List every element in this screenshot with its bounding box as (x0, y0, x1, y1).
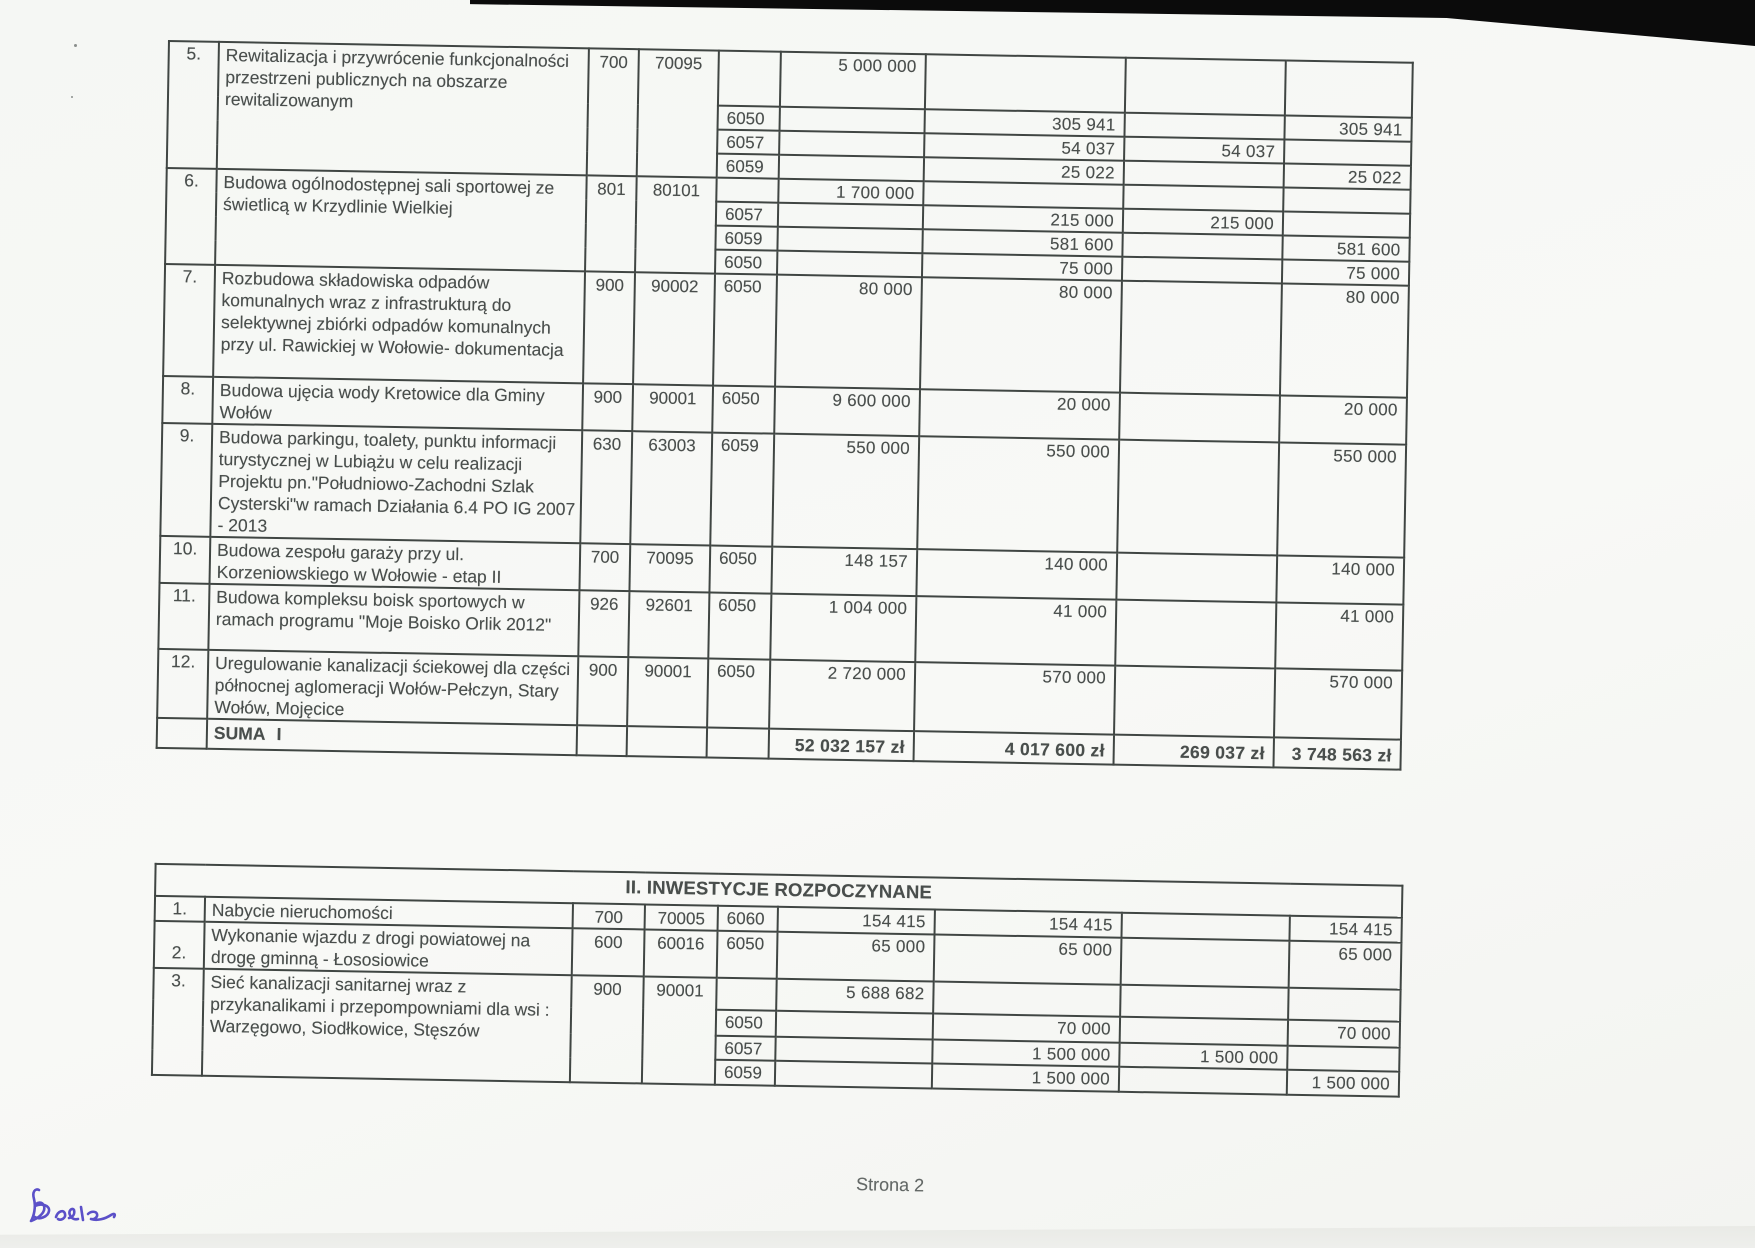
suma-label-cell: SUMA I (207, 719, 577, 755)
amount-eu-funds-cell (1115, 600, 1276, 669)
paragraf-code-cell: 6050 (717, 931, 778, 979)
amount-own-funds-cell (1283, 211, 1410, 237)
amount-own-funds-cell: 70 000 (1288, 1020, 1400, 1048)
amount-total-value-cell (775, 1037, 932, 1064)
paragraf-code-cell: 6059 (710, 433, 774, 547)
project-name-cell: Rewitalizacja i przywrócenie funkcjonalności przestrzeni publicznych na obszarze rewitalizowanym (217, 42, 589, 175)
dzial-code-cell: 700 (579, 543, 630, 591)
rozdzial-code-cell: 90001 (632, 384, 713, 432)
dzial-code-cell: 630 (580, 430, 632, 544)
dzial-code-cell: 900 (570, 975, 644, 1083)
footer-page-number: Strona 2 (855, 1174, 925, 1196)
suma-eu-funds-cell: 269 037 zł (1113, 735, 1273, 768)
paragraf-code-cell: 6050 (715, 250, 777, 275)
row-number-cell: 7. (163, 264, 215, 377)
amount-plan-cell: 75 000 (922, 253, 1122, 280)
suma-row-number-cell (157, 718, 208, 749)
rozdzial-code-cell: 63003 (630, 431, 712, 545)
row-number-cell: 9. (160, 423, 212, 537)
project-name-cell: Sieć kanalizacji sanitarnej wraz z przykanalikami i przepompowniami dla wsi : Warzęgowo, Siodłkowice, Stęszów (202, 969, 572, 1082)
paragraf-code-cell: 6050 (718, 106, 780, 131)
amount-total-value-cell: 2 720 000 (769, 660, 915, 732)
rozdzial-code-cell: 90002 (633, 272, 715, 385)
project-name-cell: Nabycie nieruchomości (205, 897, 573, 928)
suma-plan-cell: 4 017 600 zł (914, 731, 1114, 764)
project-name-cell: Budowa ujęcia wody Kretowice dla Gminy Wołów (212, 377, 583, 430)
amount-eu-funds-cell (1125, 58, 1286, 116)
row-number-cell: 12. (157, 649, 208, 719)
amount-total-value-cell: 65 000 (777, 932, 935, 982)
rozdzial-code-cell: 90001 (627, 657, 708, 727)
project-name-cell: Wykonanie wjazdu z drogi powiatowej na drogę gminną - Łososiowice (204, 922, 573, 975)
amount-total-value-cell (778, 203, 923, 230)
row-number-cell: 3. (152, 968, 204, 1076)
amount-own-funds-cell (1285, 61, 1413, 118)
amount-plan-cell: 581 600 (922, 229, 1122, 256)
paragraf-code-cell: 6050 (708, 593, 771, 660)
paragraf-code-cell: 6057 (717, 130, 779, 155)
row-number-cell: 1. (155, 896, 205, 922)
amount-eu-funds-cell (1120, 1017, 1288, 1046)
amount-total-value-cell: 1 700 000 (778, 179, 923, 206)
suma-empty-cell (707, 728, 770, 759)
amount-total-value-cell (775, 1061, 932, 1089)
amount-plan-cell: 140 000 (916, 549, 1117, 599)
amount-eu-funds-cell (1119, 1067, 1287, 1095)
paragraf-code-cell: 6050 (709, 546, 772, 594)
amount-eu-funds-cell (1121, 913, 1289, 941)
amount-own-funds-cell: 65 000 (1289, 941, 1402, 990)
amount-total-value-cell: 80 000 (775, 275, 922, 390)
amount-eu-funds-cell: 215 000 (1123, 209, 1283, 236)
paragraf-code-cell (718, 51, 781, 107)
amount-total-value-cell: 9 600 000 (774, 387, 920, 437)
paragraf-code-cell: 6050 (712, 386, 775, 434)
paragraf-code-cell: 6050 (716, 1010, 776, 1037)
amount-eu-funds-cell (1114, 666, 1275, 738)
suma-empty-cell (577, 725, 628, 756)
project-name-cell: Uregulowanie kanalizacji ściekowej dla części północnej aglomeracji Wołów-Pełczyn, Stary Wołów, Mojęcice (207, 650, 578, 725)
amount-eu-funds-cell (1117, 440, 1279, 556)
rozdzial-code-cell: 60016 (644, 929, 718, 977)
amount-total-value-cell: 1 004 000 (770, 594, 916, 663)
amount-own-funds-cell (1283, 187, 1410, 213)
amount-plan-cell: 41 000 (915, 596, 1116, 665)
amount-own-funds-cell: 20 000 (1279, 395, 1407, 444)
amount-own-funds-cell: 550 000 (1277, 442, 1406, 557)
amount-own-funds-cell: 41 000 (1275, 602, 1403, 670)
amount-plan-cell: 80 000 (920, 277, 1122, 392)
amount-plan-cell: 1 500 000 (932, 1063, 1119, 1091)
suma-own-funds-cell: 3 748 563 zł (1273, 737, 1401, 769)
rozdzial-code-cell: 90001 (642, 976, 717, 1084)
amount-total-value-cell: 5 000 000 (780, 52, 926, 110)
amount-eu-funds-cell (1120, 985, 1289, 1020)
dzial-code-cell: 700 (573, 903, 645, 929)
paragraf-code-cell: 6059 (715, 226, 777, 251)
amount-own-funds-cell: 80 000 (1280, 283, 1409, 397)
amount-plan-cell: 20 000 (919, 389, 1120, 439)
dzial-code-cell: 600 (572, 928, 645, 976)
row-number-cell: 8. (162, 376, 213, 424)
amount-own-funds-cell: 140 000 (1276, 555, 1404, 604)
signature-handwritten-icon (26, 1181, 146, 1233)
paragraf-code-cell: 6050 (707, 659, 770, 729)
amount-own-funds-cell (1287, 1046, 1399, 1072)
row-number-cell: 11. (158, 583, 209, 650)
amount-own-funds-cell: 75 000 (1282, 259, 1409, 285)
rozdzial-code-cell: 70095 (637, 49, 719, 177)
paragraf-code-cell: 6059 (717, 154, 779, 179)
section-title: II. INWESTYCJE ROZPOCZYNANE (155, 864, 1402, 918)
amount-eu-funds-cell (1124, 113, 1284, 140)
amount-plan-cell: 154 415 (935, 910, 1122, 938)
amount-eu-funds-cell (1122, 257, 1282, 284)
paragraf-code-cell: 6050 (713, 274, 777, 387)
project-name-cell: Budowa kompleksu boisk sportowych w ramach programu "Moje Boisko Orlik 2012" (208, 584, 579, 656)
amount-plan-cell: 1 500 000 (932, 1039, 1119, 1066)
amount-total-value-cell: 148 157 (771, 547, 917, 597)
section1-investments-table (156, 40, 1414, 771)
amount-eu-funds-cell (1122, 233, 1282, 260)
project-name-cell: Budowa ogólnodostępnej sali sportowej ze świetlicą w Krzydlinie Wielkiej (215, 169, 587, 271)
amount-plan-cell: 215 000 (923, 205, 1123, 232)
suma-empty-cell (627, 726, 708, 757)
amount-eu-funds-cell (1116, 553, 1277, 603)
amount-eu-funds-cell (1119, 393, 1280, 443)
amount-eu-funds-cell (1121, 938, 1290, 988)
rozdzial-code-cell: 92601 (628, 591, 709, 658)
amount-plan-cell (925, 54, 1126, 112)
rozdzial-code-cell: 80101 (635, 176, 717, 273)
row-number-cell: 10. (160, 536, 211, 584)
amount-total-value-cell (777, 251, 922, 278)
amount-plan-cell: 70 000 (933, 1014, 1120, 1043)
amount-total-value-cell: 550 000 (772, 434, 919, 550)
amount-own-funds-cell: 305 941 (1284, 116, 1411, 142)
paragraf-code-cell (716, 178, 778, 203)
rozdzial-code-cell: 70095 (629, 544, 710, 592)
paragraf-code-cell: 6060 (718, 906, 778, 932)
dzial-code-cell: 900 (577, 656, 628, 726)
amount-own-funds-cell: 154 415 (1289, 916, 1401, 943)
dzial-code-cell: 700 (587, 48, 639, 176)
amount-own-funds-cell: 570 000 (1274, 668, 1402, 739)
amount-eu-funds-cell (1124, 161, 1284, 188)
amount-total-value-cell (776, 1011, 933, 1040)
amount-total-value-cell: 5 688 682 (776, 979, 934, 1014)
amount-total-value-cell (779, 155, 924, 182)
amount-total-value-cell (777, 227, 922, 254)
project-name-cell: Budowa parkingu, toalety, punktu informacji turystycznej w Lubiążu w celu realizacji Projektu pn."Południowo-Zachodni Szlak Cysterski"w ramach Działania 6.4 PO IG 2007 - 2013 (210, 424, 582, 543)
amount-plan-cell: 550 000 (917, 436, 1119, 552)
dzial-code-cell: 801 (585, 175, 637, 272)
paragraf-code-cell: 6057 (716, 202, 778, 227)
amount-total-value-cell (779, 131, 924, 158)
amount-plan-cell (923, 181, 1123, 208)
paragraf-code-cell (716, 978, 777, 1011)
paragraf-code-cell: 6057 (715, 1036, 775, 1061)
amount-plan-cell: 65 000 (934, 935, 1122, 985)
dzial-code-cell: 900 (583, 271, 635, 384)
amount-plan-cell: 570 000 (914, 662, 1115, 734)
dzial-code-cell: 900 (582, 383, 633, 431)
amount-own-funds-cell: 25 022 (1284, 163, 1411, 189)
amount-eu-funds-cell: 1 500 000 (1119, 1043, 1287, 1070)
amount-eu-funds-cell (1123, 185, 1283, 212)
amount-plan-cell: 25 022 (924, 157, 1124, 184)
amount-eu-funds-cell (1120, 281, 1282, 396)
suma-total-value-cell: 52 032 157 zł (769, 729, 915, 762)
project-name-cell: Rozbudowa składowiska odpadów komunalnych wraz z infrastrukturą do selektywnej zbiórki odpadów komunalnych przy ul. Rawickiej w Wołowie- dokumentacja (213, 265, 585, 383)
project-name-cell: Budowa zespołu garaży przy ul. Korzeniowskiego w Wołowie - etap II (210, 537, 581, 590)
amount-own-funds-cell (1288, 988, 1401, 1022)
section2-investments-table (151, 863, 1404, 1098)
amount-plan-cell: 305 941 (924, 109, 1124, 136)
amount-own-funds-cell: 1 500 000 (1287, 1070, 1399, 1097)
amount-plan-cell (933, 982, 1121, 1017)
paragraf-code-cell: 6059 (715, 1060, 775, 1086)
amount-plan-cell: 54 037 (924, 133, 1124, 160)
amount-eu-funds-cell: 54 037 (1124, 137, 1284, 164)
amount-total-value-cell: 154 415 (778, 907, 935, 935)
row-number-cell: 5. (167, 41, 219, 169)
dzial-code-cell: 926 (578, 590, 629, 657)
amount-total-value-cell (780, 107, 925, 134)
amount-own-funds-cell: 581 600 (1282, 235, 1409, 261)
amount-own-funds-cell (1284, 139, 1411, 165)
rozdzial-code-cell: 70005 (645, 904, 718, 930)
row-number-cell: 6. (165, 168, 217, 265)
row-number-cell: 2. (154, 921, 205, 969)
